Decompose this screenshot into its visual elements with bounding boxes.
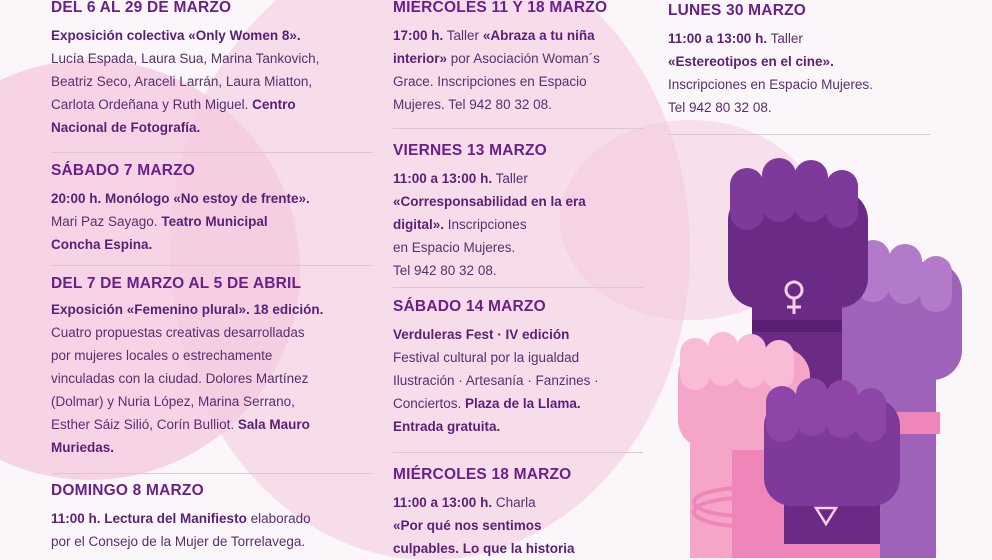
event-only-women: [51, 0, 373, 153]
event-date: VIERNES 13 MARZO: [393, 142, 547, 159]
event-time: 11:00 a 13:00 h.: [668, 31, 768, 46]
event-time: 11:00 a 13:00 h.: [393, 495, 493, 510]
event-text: Carlota Ordeñana y Ruth Miguel.: [51, 97, 249, 112]
event-text: Festival cultural por la igualdad: [393, 350, 580, 365]
event-text: elaborado: [250, 511, 311, 526]
event-text: Taller: [495, 171, 528, 186]
event-date: DEL 6 AL 29 DE MARZO: [51, 0, 232, 16]
event-date: DOMINGO 8 MARZO: [51, 482, 204, 499]
event-title: Verduleras Fest · IV edición: [393, 327, 570, 342]
event-venue: Centro: [252, 97, 296, 112]
event-title: culpables. Lo que la historia: [393, 541, 575, 556]
event-title: «Abraza a tu niña: [482, 28, 595, 43]
event-venue: Nacional de Fotografía.: [51, 120, 201, 135]
event-title: Exposición «Femenino plural». 18 edición.: [51, 302, 324, 317]
event-text: Grace. Inscripciones en Espacio: [393, 74, 587, 89]
event-venue: Muriedas.: [51, 440, 115, 455]
event-text: Lucía Espada, Laura Sua, Marina Tankovich,: [51, 51, 320, 66]
event-text: por mujeres locales o estrechamente: [51, 348, 273, 363]
event-title: interior»: [393, 51, 448, 66]
event-date: MIÉRCOLES 11 Y 18 MARZO: [393, 0, 608, 16]
event-abraza: [393, 0, 643, 129]
event-text: Beatriz Seco, Araceli Larrán, Laura Miatton,: [51, 74, 313, 89]
event-corresponsabilidad: [393, 140, 643, 288]
event-text: Cuatro propuestas creativas desarrolladas: [51, 325, 305, 340]
event-venue: Concha Espina.: [51, 237, 153, 252]
event-monologo: [51, 160, 373, 266]
event-title: 11:00 h. Lectura del Manifiesto: [51, 511, 247, 526]
event-text: (Dolmar) y Nuria López, Marina Serrano,: [51, 394, 295, 409]
event-text: vinculadas con la ciudad. Dolores Martínez: [51, 371, 309, 386]
event-title: «Por qué nos sentimos: [393, 518, 542, 533]
event-text: por el Consejo de la Mujer de Torrelavega.: [51, 534, 306, 549]
event-text: Esther Sáiz Silió, Corín Bulliot.: [51, 417, 235, 432]
raised-fists-illustration: [672, 150, 992, 558]
event-title: Exposición colectiva «Only Women 8».: [51, 28, 301, 43]
event-text: Charla: [495, 495, 536, 510]
event-date: SÁBADO 7 MARZO: [51, 162, 196, 179]
event-venue: Teatro Municipal: [161, 214, 268, 229]
event-verduleras-fest: [393, 296, 643, 453]
event-text: Tel 942 80 32 08.: [668, 100, 772, 115]
event-estereotipos: [668, 0, 930, 135]
event-text: Mari Paz Sayago.: [51, 214, 158, 229]
event-time: 11:00 a 13:00 h.: [393, 171, 493, 186]
event-title: 20:00 h. Monólogo «No estoy de frente».: [51, 191, 310, 206]
event-charla-culpables: [393, 464, 643, 560]
event-time: 17:00 h.: [393, 28, 444, 43]
event-title: «Corresponsabilidad en la era: [393, 194, 586, 209]
event-venue: Plaza de la Llama.: [465, 396, 581, 411]
event-title: digital».: [393, 217, 445, 232]
event-text: Entrada gratuita.: [393, 419, 501, 434]
event-text: Inscripciones en Espacio Mujeres.: [668, 77, 873, 92]
event-femenino-plural: [51, 273, 373, 474]
event-date: DEL 7 DE MARZO AL 5 DE ABRIL: [51, 275, 302, 292]
fist-purple-front: [764, 378, 900, 558]
event-manifiesto: [51, 480, 373, 560]
event-text: en Espacio Mujeres.: [393, 240, 516, 255]
event-text: Conciertos.: [393, 396, 462, 411]
event-text: Ilustración · Artesanía · Fanzines ·: [393, 373, 599, 388]
event-text: Inscripciones: [447, 217, 527, 232]
event-venue: Sala Mauro: [237, 417, 310, 432]
event-text: Taller: [446, 28, 480, 43]
event-text: Tel 942 80 32 08.: [393, 263, 497, 278]
event-date: SÁBADO 14 MARZO: [393, 298, 546, 315]
event-date: LUNES 30 MARZO: [668, 2, 807, 19]
event-title: «Estereotipos en el cine».: [668, 54, 834, 69]
event-date: MIÉRCOLES 18 MARZO: [393, 466, 572, 483]
event-text: Taller: [770, 31, 803, 46]
event-text: por Asociación Woman´s: [450, 51, 600, 66]
event-text: Mujeres. Tel 942 80 32 08.: [393, 97, 552, 112]
